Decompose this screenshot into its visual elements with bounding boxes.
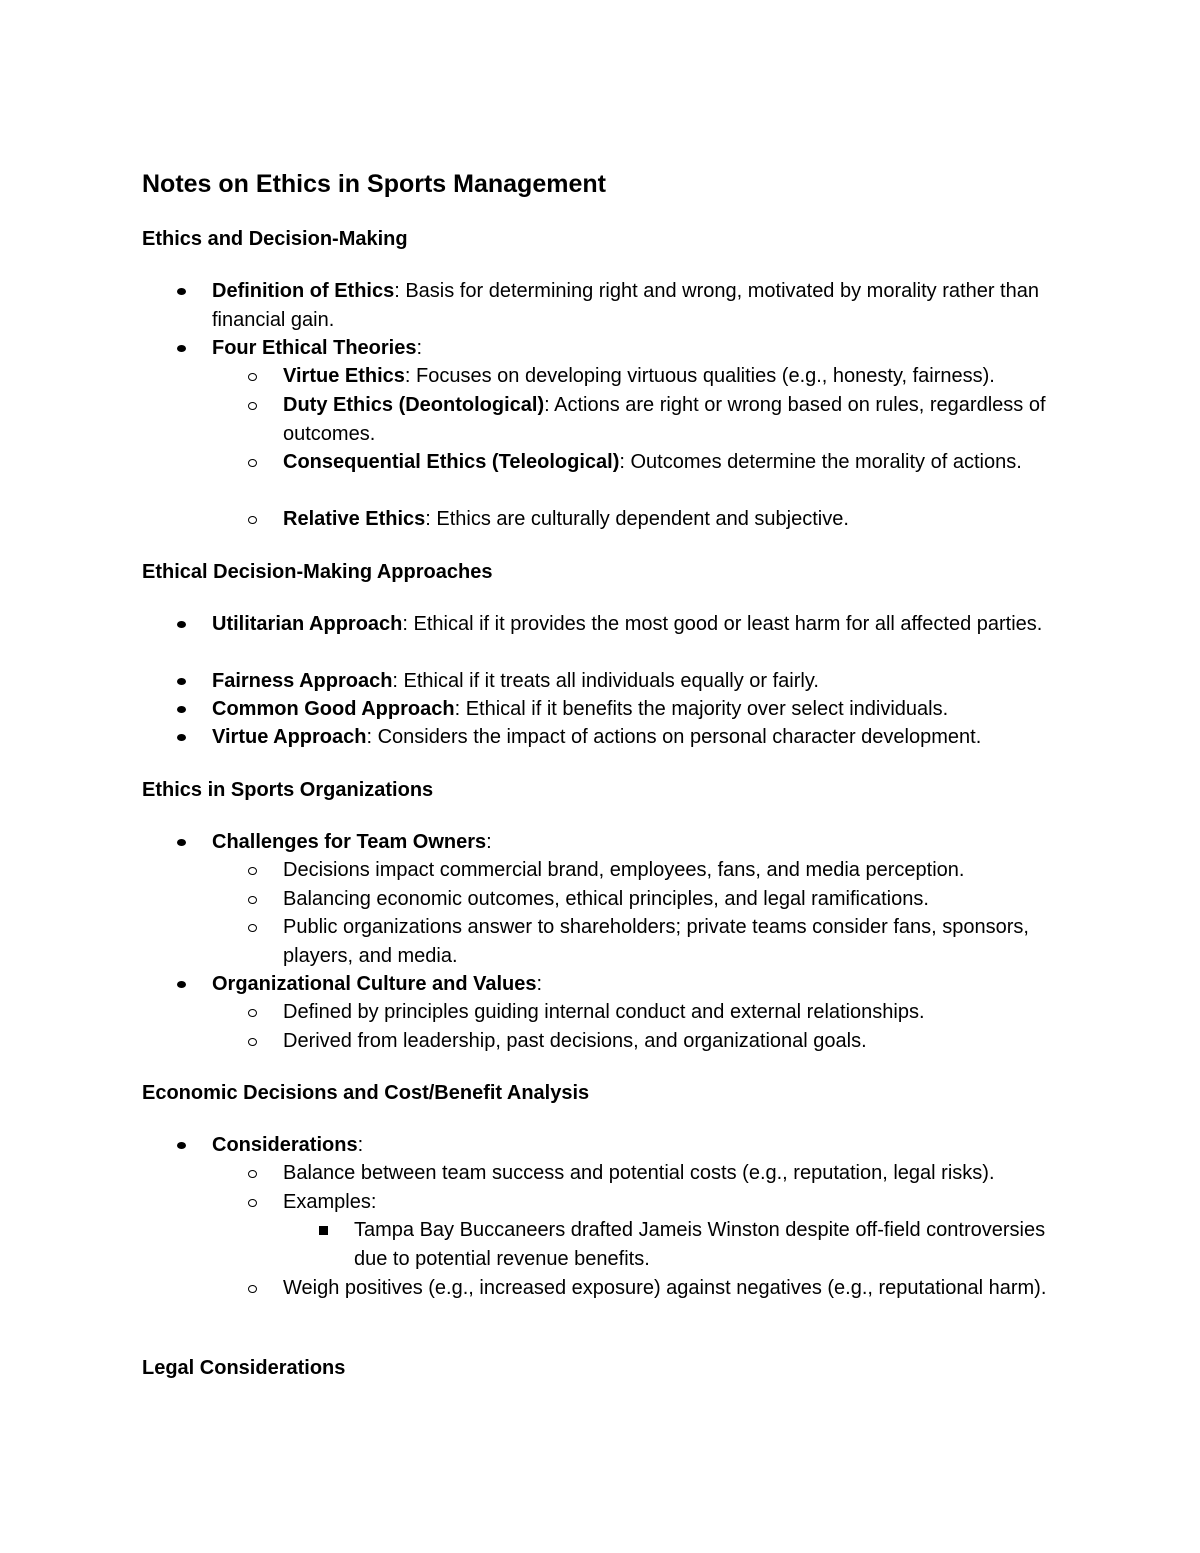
- list-item: Balance between team success and potential costs (e.g., reputation, legal risks).: [283, 1162, 995, 1184]
- list-item-term: Definition of Ethics: [212, 280, 395, 302]
- list-item: [212, 277, 1072, 334]
- list-item-text: : Ethics are culturally dependent and subjective.: [425, 508, 849, 530]
- bullet-circle-icon: [248, 1038, 257, 1046]
- bullet-disc-icon: [177, 1142, 186, 1149]
- bullet-circle-icon: [248, 1170, 257, 1178]
- list-item-text: :: [536, 973, 543, 995]
- list-item: [212, 1131, 1072, 1160]
- list-item-term: Organizational Culture and Values: [212, 973, 537, 995]
- list-item: [212, 828, 1072, 857]
- section-heading: Ethics in Sports Organizations: [142, 779, 434, 801]
- bullet-circle-icon: [248, 373, 257, 381]
- bullet-circle-icon: [248, 459, 257, 467]
- list-item: Derived from leadership, past decisions, and organizational goals.: [283, 1030, 867, 1052]
- list-item: [283, 391, 1063, 448]
- list-item: [212, 695, 1072, 724]
- list-item-term: Consequential Ethics (Teleological): [283, 451, 620, 473]
- bullet-circle-icon: [248, 896, 257, 904]
- bullet-disc-icon: [177, 839, 186, 846]
- list-item-term: Challenges for Team Owners: [212, 831, 487, 853]
- list-item-text: : Ethical if it provides the most good or least harm for all affected parties.: [402, 613, 1043, 635]
- bullet-disc-icon: [177, 981, 186, 988]
- list-item-term: Virtue Approach: [212, 726, 367, 748]
- list-item: Tampa Bay Buccaneers drafted Jameis Winston despite off-field controversies due to potential revenue benefits.: [354, 1219, 1046, 1270]
- bullet-disc-icon: [177, 621, 186, 628]
- list-item-term: Fairness Approach: [212, 670, 393, 692]
- list-item-text: : Basis for determining right and wrong, motivated by morality rather than financial gain.: [212, 280, 1039, 331]
- list-item: Balancing economic outcomes, ethical principles, and legal ramifications.: [283, 888, 929, 910]
- list-item: [283, 448, 1063, 477]
- document-title: Notes on Ethics in Sports Management: [142, 170, 606, 198]
- list-item: Defined by principles guiding internal conduct and external relationships.: [283, 1001, 925, 1023]
- list-item-text: : Focuses on developing virtuous qualities (e.g., honesty, fairness).: [404, 365, 995, 387]
- section-heading: Ethics and Decision-Making: [142, 228, 408, 250]
- list-item-text: : Ethical if it benefits the majority over select individuals.: [454, 698, 949, 720]
- list-item-term: Common Good Approach: [212, 698, 455, 720]
- list-item-text: :: [486, 831, 492, 853]
- list-item-term: Considerations: [212, 1134, 358, 1156]
- bullet-disc-icon: [177, 706, 186, 713]
- bullet-circle-icon: [248, 1009, 257, 1017]
- bullet-disc-icon: [177, 734, 186, 741]
- list-item: [212, 723, 1072, 752]
- list-item: [212, 610, 1072, 639]
- section-heading: Legal Considerations: [142, 1357, 346, 1379]
- list-item: Public organizations answer to shareholders; private teams consider fans, sponsors, players, and media.: [283, 916, 1029, 967]
- list-item-term: Four Ethical Theories: [212, 337, 417, 359]
- list-item: [212, 334, 1072, 363]
- bullet-circle-icon: [248, 516, 257, 524]
- bullet-disc-icon: [177, 678, 186, 685]
- bullet-disc-icon: [177, 288, 186, 295]
- section-heading: Economic Decisions and Cost/Benefit Analysis: [142, 1082, 590, 1104]
- list-item-term: Duty Ethics (Deontological): [283, 394, 545, 416]
- list-item-text: :: [416, 337, 423, 359]
- list-item: Weigh positives (e.g., increased exposure) against negatives (e.g., reputational harm).: [283, 1277, 1047, 1299]
- list-item-text: : Actions are right or wrong based on rules, regardless of outcomes.: [283, 394, 1046, 445]
- bullet-circle-icon: [248, 924, 257, 932]
- list-item-term: Virtue Ethics: [283, 365, 405, 387]
- list-item-term: Relative Ethics: [283, 508, 426, 530]
- list-item-text: : Ethical if it treats all individuals equally or fairly.: [392, 670, 819, 692]
- list-item-text: :: [357, 1134, 364, 1156]
- list-item-term: Utilitarian Approach: [212, 613, 403, 635]
- bullet-square-icon: [319, 1226, 328, 1235]
- list-item-text: : Outcomes determine the morality of actions.: [619, 451, 1022, 473]
- bullet-circle-icon: [248, 867, 257, 875]
- bullet-circle-icon: [248, 1199, 257, 1207]
- list-item-text: : Considers the impact of actions on personal character development.: [366, 726, 982, 748]
- list-item: [212, 970, 1072, 999]
- section-heading: Ethical Decision-Making Approaches: [142, 561, 493, 583]
- bullet-circle-icon: [248, 402, 257, 410]
- list-item: Decisions impact commercial brand, employees, fans, and media perception.: [283, 859, 965, 881]
- list-item: [283, 362, 1063, 391]
- list-item: [283, 505, 1063, 534]
- list-item: [212, 667, 1072, 696]
- list-item: Examples:: [283, 1191, 377, 1213]
- bullet-circle-icon: [248, 1285, 257, 1293]
- bullet-disc-icon: [177, 345, 186, 352]
